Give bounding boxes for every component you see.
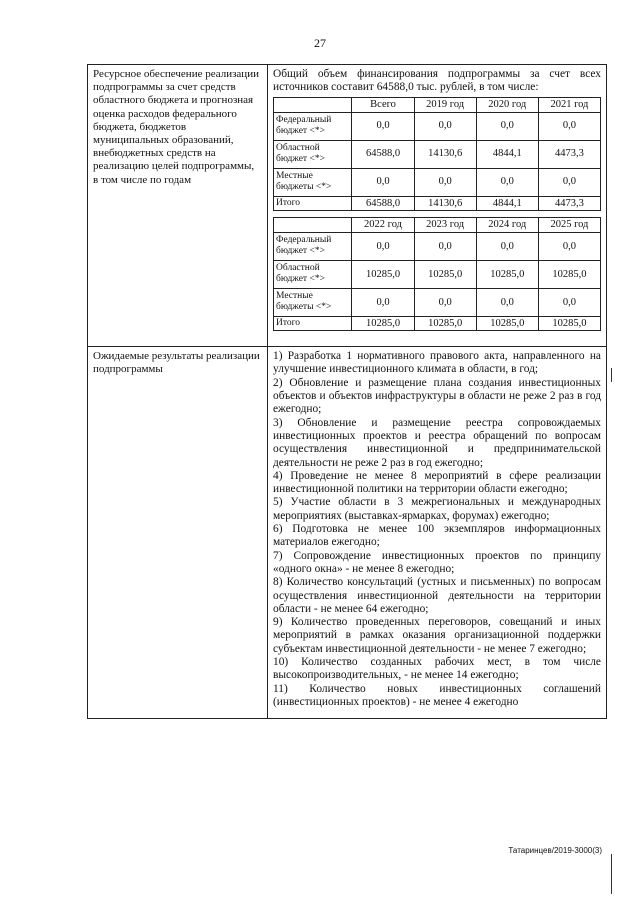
expected-results-label: Ожидаемые результаты реализации подпрограммы bbox=[88, 347, 268, 719]
value-cell: 10285,0 bbox=[476, 260, 538, 288]
row-label: Областной бюджет <*> bbox=[274, 140, 352, 168]
financing-intro: Общий объем финансирования подпрограммы за счет всех источников составит 64588,0 тыс. рублей, в том числе: bbox=[273, 68, 601, 94]
value-cell: 0,0 bbox=[538, 112, 600, 140]
header-cell: Всего bbox=[352, 97, 414, 112]
header-cell: 2019 год bbox=[414, 97, 476, 112]
value-cell: 4844,1 bbox=[476, 140, 538, 168]
value-cell: 0,0 bbox=[352, 288, 414, 316]
financing-row-total bbox=[274, 196, 601, 210]
resources-row bbox=[88, 65, 607, 347]
value-cell: 0,0 bbox=[352, 168, 414, 196]
financing-header-row bbox=[274, 97, 601, 112]
expected-results-row bbox=[88, 347, 607, 719]
value-cell: 10285,0 bbox=[538, 316, 600, 330]
header-cell: 2023 год bbox=[414, 217, 476, 232]
value-cell: 10285,0 bbox=[414, 260, 476, 288]
value-cell: 0,0 bbox=[414, 288, 476, 316]
value-cell: 0,0 bbox=[414, 112, 476, 140]
value-cell: 10285,0 bbox=[352, 316, 414, 330]
value-cell: 4473,3 bbox=[538, 140, 600, 168]
result-item: 9) Количество проведенных переговоров, совещаний и иных мероприятий в рамках оказания организационной поддержки субъектам инвестиционной деятельности - не менее 7 ежегодно; bbox=[273, 616, 601, 655]
value-cell: 10285,0 bbox=[476, 316, 538, 330]
result-item: 2) Обновление и размещение плана создания инвестиционных объектов и объектов инфраструктуры в области не реже 2 раз в год ежегодно; bbox=[273, 376, 601, 416]
financing-table-2019-2021 bbox=[273, 97, 601, 211]
row-label: Местные бюджеты <*> bbox=[274, 168, 352, 196]
value-cell: 64588,0 bbox=[352, 140, 414, 168]
value-cell: 0,0 bbox=[476, 112, 538, 140]
value-cell: 0,0 bbox=[352, 112, 414, 140]
value-cell: 14130,6 bbox=[414, 196, 476, 210]
expected-results-list bbox=[268, 347, 607, 719]
header-cell: 2022 год bbox=[352, 217, 414, 232]
result-item: 7) Сопровождение инвестиционных проектов по принципу «одного окна» - не менее 8 ежегодно; bbox=[273, 549, 601, 575]
financing-table-2022-2025 bbox=[273, 217, 601, 331]
value-cell: 0,0 bbox=[476, 232, 538, 260]
row-label: Итого bbox=[274, 316, 352, 330]
financing-row-total bbox=[274, 316, 601, 330]
footer-document-code: Татаринцев/2019-3000(3) bbox=[508, 846, 602, 855]
row-label: Федеральный бюджет <*> bbox=[274, 232, 352, 260]
row-label: Итого bbox=[274, 196, 352, 210]
result-item: 5) Участие области в 3 межрегиональных и международных мероприятиях (выставках-ярмарках, форумах) ежегодно; bbox=[273, 496, 601, 522]
value-cell: 10285,0 bbox=[538, 260, 600, 288]
header-cell: 2020 год bbox=[476, 97, 538, 112]
value-cell: 0,0 bbox=[476, 168, 538, 196]
result-item: 3) Обновление и размещение реестра сопровождаемых инвестиционных проектов и реестра обращений по вопросам осуществления инвестиционной и предпринимательской деятельности не реже 2 раз в год ежегодно; bbox=[273, 416, 601, 469]
header-cell: 2024 год bbox=[476, 217, 538, 232]
header-cell: 2021 год bbox=[538, 97, 600, 112]
financing-row-federal bbox=[274, 112, 601, 140]
header-cell: 2025 год bbox=[538, 217, 600, 232]
value-cell: 64588,0 bbox=[352, 196, 414, 210]
result-item: 8) Количество консультаций (устных и письменных) по вопросам осуществления инвестиционной деятельности на территории области - не менее 64 ежегодно; bbox=[273, 576, 601, 615]
page-number: 27 bbox=[314, 36, 326, 50]
value-cell: 0,0 bbox=[414, 232, 476, 260]
result-item: 6) Подготовка не менее 100 экземпляров информационных материалов ежегодно; bbox=[273, 523, 601, 549]
value-cell: 10285,0 bbox=[414, 316, 476, 330]
financing-row-local bbox=[274, 288, 601, 316]
value-cell: 0,0 bbox=[538, 232, 600, 260]
result-item: 11) Количество новых инвестиционных соглашений (инвестиционных проектов) - не менее 4 ежегодно bbox=[273, 682, 601, 708]
result-item: 1) Разработка 1 нормативного правового акта, направленного на улучшение инвестиционного климата в области, в год; bbox=[273, 350, 601, 376]
result-item: 4) Проведение не менее 8 мероприятий в сфере реализации инвестиционной политики на территории области ежегодно; bbox=[273, 469, 601, 496]
value-cell: 0,0 bbox=[352, 232, 414, 260]
row-label: Областной бюджет <*> bbox=[274, 260, 352, 288]
result-item: 10) Количество созданных рабочих мест, в том числе высокопроизводительных, - не менее 14 ежегодно; bbox=[273, 656, 601, 682]
resources-content bbox=[268, 65, 607, 347]
financing-header-row bbox=[274, 217, 601, 232]
value-cell: 14130,6 bbox=[414, 140, 476, 168]
financing-row-local bbox=[274, 168, 601, 196]
value-cell: 4473,3 bbox=[538, 196, 600, 210]
value-cell: 4844,1 bbox=[476, 196, 538, 210]
financing-row-federal bbox=[274, 232, 601, 260]
row-label: Местные бюджеты <*> bbox=[274, 288, 352, 316]
resources-label: Ресурсное обеспечение реализации подпрограммы за счет средств областного бюджета и прогнозная оценка расходов федерального бюджета, бюджетов муниципальных образований, внебюджетных средств на реализацию целей подпрограммы, в том числе по годам bbox=[88, 65, 268, 347]
value-cell: 0,0 bbox=[414, 168, 476, 196]
row-label: Федеральный бюджет <*> bbox=[274, 112, 352, 140]
value-cell: 0,0 bbox=[538, 168, 600, 196]
financing-row-regional bbox=[274, 260, 601, 288]
value-cell: 0,0 bbox=[538, 288, 600, 316]
margin-mark bbox=[611, 854, 612, 894]
value-cell: 10285,0 bbox=[352, 260, 414, 288]
subprogram-passport-table bbox=[87, 64, 607, 719]
margin-mark bbox=[611, 368, 612, 382]
value-cell: 0,0 bbox=[476, 288, 538, 316]
financing-row-regional bbox=[274, 140, 601, 168]
